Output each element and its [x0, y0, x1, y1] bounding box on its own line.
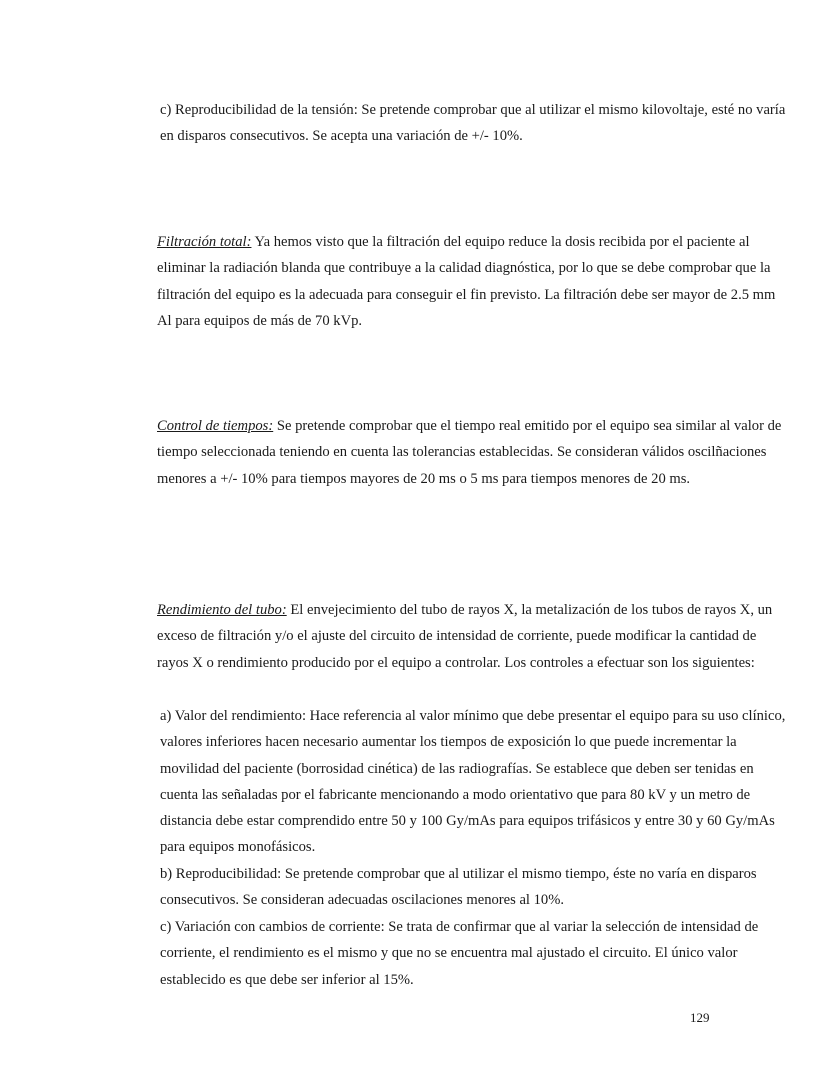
paragraph-text: Ya hemos visto que la filtración del equipo reduce la dosis recibida por el paciente al eliminar la radiación blanda que contribuye a la calidad diagnóstica, por lo que se debe comprobar que la filtración del equipo es la adecuada para conseguir el fin previsto. La filtración debe ser mayor de 2.5 mm Al para equipos de más de 70 kVp. [157, 234, 776, 329]
paragraph-text: b) Reproducibilidad: Se pretende comprobar que al utilizar el mismo tiempo, éste no varía en disparos consecutivos. Se consideran adecuadas oscilaciones menores al 10%. [160, 866, 757, 909]
paragraph-performance-value [119, 703, 786, 861]
section-heading-time-control: Control de tiempos: [157, 418, 274, 434]
paragraph-text: Se pretende comprobar que el tiempo real emitido por el equipo sea similar al valor de tiempo seleccionada teniendo en cuenta las tolerancias establecidas. Se consideran válidos oscilñaciones menores a +/- 10% para tiempos mayores de 20 ms o 5 ms para tiempos menores de 20 ms. [157, 418, 782, 487]
paragraph-tube-performance [119, 597, 783, 676]
paragraph-performance-reproducibility [119, 861, 786, 914]
paragraph-time-control [119, 413, 783, 492]
section-heading-tube-performance: Rendimiento del tubo: [157, 602, 287, 618]
page-number: 129 [690, 1010, 710, 1025]
paragraph-text: El envejecimiento del tubo de rayos X, la metalización de los tubos de rayos X, un exceso de filtración y/o el ajuste del circuito de intensidad de corriente, puede modificar la cantidad de rayos X o rendimiento producido por el equipo a controlar. Los controles a efectuar son los siguientes: [157, 602, 773, 671]
paragraph-text: c) Reproducibilidad de la tensión: Se pretende comprobar que al utilizar el mismo kilovoltaje, esté no varía en disparos consecutivos. Se acepta una variación de +/- 10%. [160, 102, 786, 145]
section-heading-filtration: Filtración total: [157, 234, 252, 250]
paragraph-text: a) Valor del rendimiento: Hace referencia al valor mínimo que debe presentar el equipo para su uso clínico, valores inferiores hacen necesario aumentar los tiempos de exposición lo que puede incrementar la movilidad del paciente (borrosidad cinética) de las radiografías. Se establece que deben ser tenidas en cuenta las señaladas por el fabricante mencionando a modo orientativo que para 80 kV y un metro de distancia debe estar comprendido entre 50 y 100 Gy/mAs para equipos trifásicos y entre 30 y 60 Gy/mAs para equipos monofásicos. [160, 708, 786, 856]
paragraph-text: c) Variación con cambios de corriente: Se trata de confirmar que al variar la selección de intensidad de corriente, el rendimiento es el mismo y que no se encuentra mal ajustado el circuito. El único valor establecido es que debe ser inferior al 15%. [160, 919, 759, 988]
paragraph-voltage-reproducibility [119, 97, 786, 150]
paragraph-total-filtration [119, 229, 783, 334]
paragraph-current-variation [119, 914, 786, 993]
